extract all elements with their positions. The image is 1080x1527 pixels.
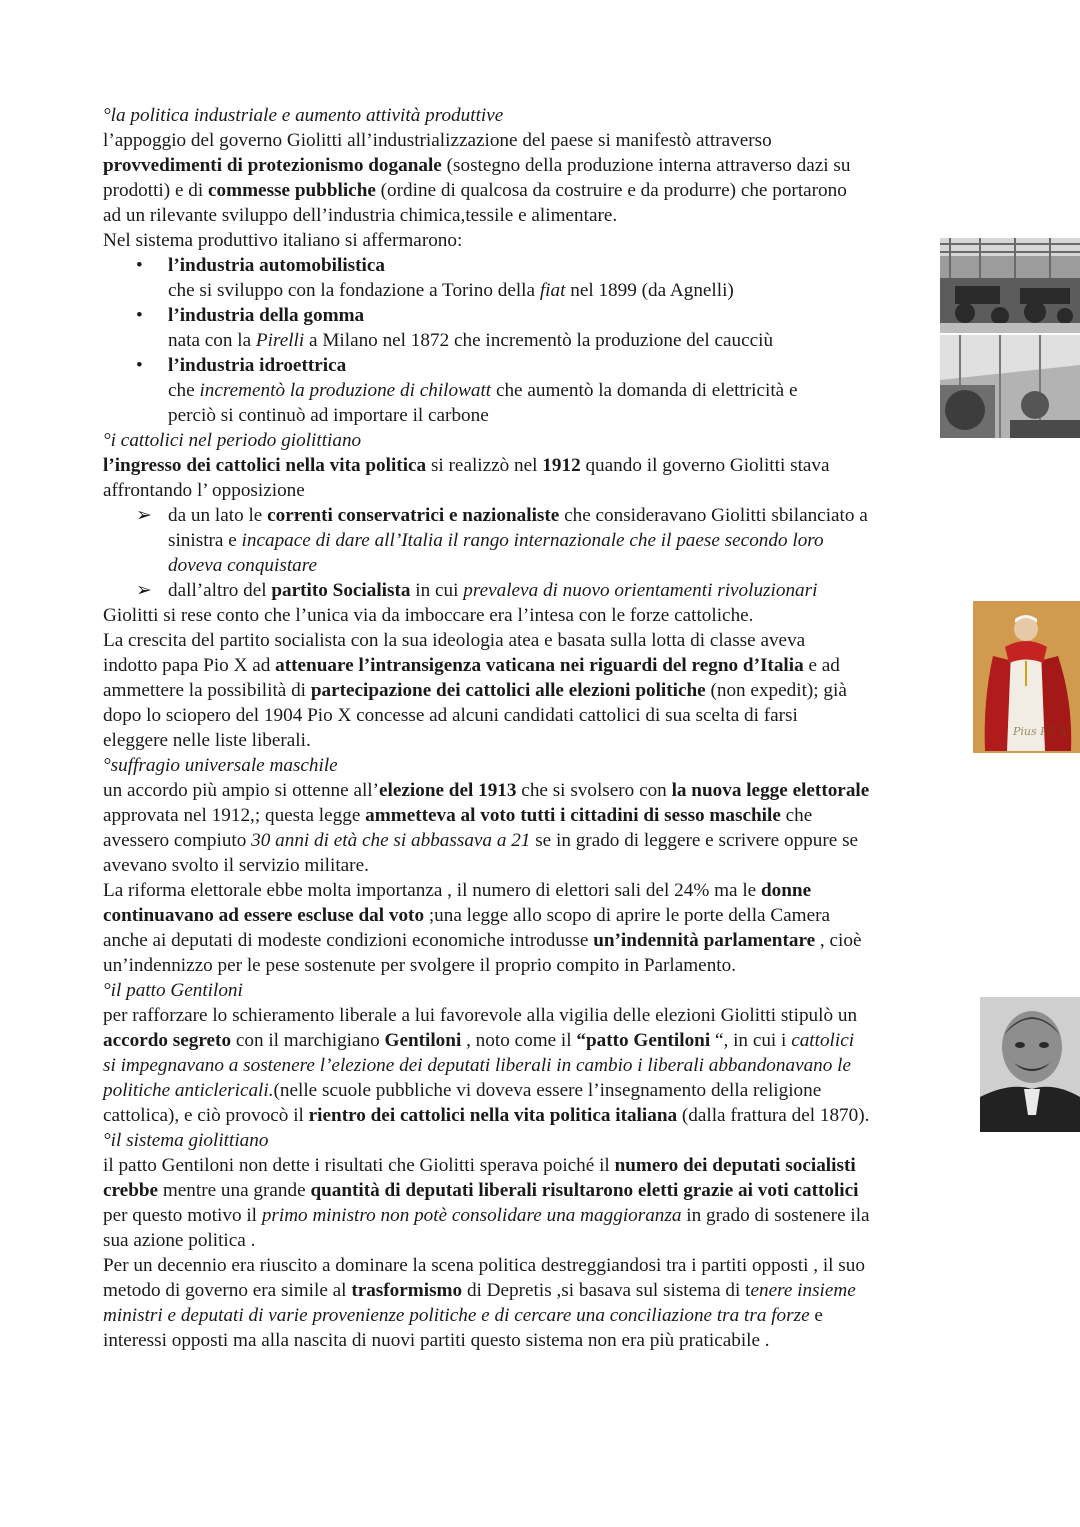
text-span: di Depretis ,si basava sul sistema di t — [462, 1280, 751, 1301]
bold-text: numero dei deputati socialisti — [614, 1155, 856, 1176]
arrow-item-socialists — [103, 578, 983, 603]
bold-text: l’industria idroettrica — [168, 355, 347, 376]
text-span: che si sviluppo con la fondazione a Torino della — [168, 280, 540, 301]
text-span: indotto papa Pio X ad — [103, 655, 276, 676]
text-span: che consideravano Giolitti sbilanciato a — [559, 505, 868, 526]
paragraph-line: un’indennizzo per le pese sostenute per svolgere il proprio compito in Parlamento. — [103, 955, 737, 976]
text-span: in cui — [410, 580, 464, 601]
bold-text: “patto Gentiloni — [576, 1030, 711, 1051]
arrow-bullet-icon: ➢ — [136, 505, 153, 526]
paragraph-line: eleggere nelle liste liberali. — [103, 730, 311, 751]
section-heading-gentiloni-pact: °il patto Gentiloni — [103, 980, 243, 1001]
text-span: prodotti) e di — [103, 180, 208, 201]
text-span: si realizzò nel — [426, 455, 543, 476]
paragraph-line: Giolitti si rese conto che l’unica via da imboccare era l’intesa con le forze cattoliche. — [103, 605, 754, 626]
text-span: nel 1899 (da Agnelli) — [565, 280, 734, 301]
text-span: avessero compiuto — [103, 830, 252, 851]
paragraph-line — [103, 878, 983, 903]
document-body — [103, 103, 983, 1353]
paragraph-line — [103, 1028, 983, 1053]
bold-text: 1912 — [542, 455, 581, 476]
paragraph-line: Per un decennio era riuscito a dominare la scena politica destreggiandosi tra i partiti opposti , il suo — [103, 1255, 865, 1276]
text-span: che — [168, 380, 200, 401]
text-span: dall’altro del — [168, 580, 272, 601]
paragraph-line: interessi opposti ma alla nascita di nuovi partiti questo sistema non era più praticabile . — [103, 1330, 770, 1351]
arrow-item-continuation — [103, 553, 983, 578]
italic-text: primo ministro non potè consolidare una maggioranza — [261, 1205, 682, 1226]
text-span: nata con la — [168, 330, 256, 351]
paragraph-line — [103, 1078, 983, 1103]
bullet-icon: • — [136, 255, 143, 276]
paragraph-line — [103, 828, 983, 853]
paragraph-line — [103, 1303, 983, 1328]
section-heading-catholics: °i cattolici nel periodo giolittiano — [103, 430, 362, 451]
paragraph-line: affrontando l’ opposizione — [103, 480, 305, 501]
italic-text: cattolici — [791, 1030, 855, 1051]
bold-text: attenuare l’intransigenza vaticana nei riguardi del regno d’Italia — [275, 655, 804, 676]
italic-text: politiche anticlericali. — [103, 1080, 274, 1101]
section-heading-industrial-policy: °la politica industriale e aumento attività produttive — [103, 105, 504, 126]
paragraph-line — [103, 1178, 983, 1203]
bold-text: quantità di deputati liberali risultarono eletti grazie ai voti cattolici — [310, 1180, 859, 1201]
text-span: con il marchigiano — [231, 1030, 385, 1051]
paragraph-line — [103, 1278, 983, 1303]
list-item-hydroelectric — [103, 353, 983, 378]
bold-text: commesse pubbliche — [207, 180, 376, 201]
gentiloni-portrait-drawing — [980, 997, 1080, 1132]
pope-signature: Pius PP. X — [1013, 725, 1068, 738]
paragraph-line — [103, 778, 983, 803]
bold-text: crebbe — [103, 1180, 159, 1201]
text-span: cattolica), e ciò provocò il — [103, 1105, 309, 1126]
paragraph-line: per rafforzare lo schieramento liberale a lui favorevole alla vigilia delle elezioni Giolitti stipulò un — [103, 1005, 858, 1026]
bold-text: l’industria automobilistica — [168, 255, 385, 276]
text-span: (nelle scuole pubbliche vi doveva essere l’insegnamento della religione — [273, 1080, 822, 1101]
italic-text: 30 anni di età che si abbassava a 21 — [251, 830, 531, 851]
italic-text: ministri e deputati di varie provenienze politiche e di cercare una conciliazione tra tra forze — [103, 1305, 810, 1326]
paragraph-line — [103, 153, 983, 178]
paragraph-line — [103, 928, 983, 953]
paragraph-line — [103, 1203, 983, 1228]
bold-text: partecipazione dei cattolici alle elezioni politiche — [310, 680, 706, 701]
bold-text: elezione del 1913 — [379, 780, 517, 801]
text-span: un accordo più ampio si ottenne all’ — [103, 780, 380, 801]
bold-text: un’indennità parlamentare — [593, 930, 816, 951]
text-span: anche ai deputati di modeste condizioni economiche introdusse — [103, 930, 594, 951]
list-item-description: perciò si continuò ad importare il carbone — [168, 405, 489, 426]
text-span: che — [780, 805, 813, 826]
text-span: (non expedit); già — [705, 680, 847, 701]
text-span: in grado di sostenere ila — [681, 1205, 870, 1226]
text-span: che si svolsero con — [516, 780, 672, 801]
text-span: e ad — [803, 655, 840, 676]
italic-text: doveva conquistare — [168, 555, 318, 576]
bold-text: Gentiloni — [384, 1030, 462, 1051]
pope-pius-x-portrait — [973, 601, 1080, 753]
list-item-rubber — [103, 303, 983, 328]
bold-text: l’ingresso dei cattolici nella vita politica — [103, 455, 427, 476]
text-span: (ordine di qualcosa da costruire e da produrre) che portarono — [375, 180, 847, 201]
paragraph-line — [103, 903, 983, 928]
paragraph-line — [103, 1103, 983, 1128]
bold-text: l’industria della gomma — [168, 305, 365, 326]
italic-text: incrementò la produzione di chilowatt — [199, 380, 492, 401]
paragraph-line: dopo lo sciopero del 1904 Pio X concesse ad alcuni candidati cattolici di sua scelta di farsi — [103, 705, 798, 726]
paragraph-line — [103, 653, 983, 678]
bold-text: donne — [761, 880, 812, 901]
text-span: , noto come il — [461, 1030, 577, 1051]
italic-text: prevaleva di nuovo orientamenti rivoluzionari — [463, 580, 818, 601]
gentiloni-portrait — [980, 997, 1080, 1132]
text-span: “, in cui i — [710, 1030, 792, 1051]
list-item-automotive — [103, 253, 983, 278]
paragraph-line: ad un rilevante sviluppo dell’industria chimica,tessile e alimentare. — [103, 205, 618, 226]
text-span: approvata nel 1912,; questa legge — [103, 805, 366, 826]
text-span: che aumentò la domanda di elettricità e — [491, 380, 798, 401]
text-span: da un lato le — [168, 505, 268, 526]
text-span: il patto Gentiloni non dette i risultati che Giolitti sperava poiché il — [103, 1155, 615, 1176]
text-span: (dalla frattura del 1870). — [677, 1105, 870, 1126]
italic-text: Pirelli — [255, 330, 305, 351]
list-item-description — [103, 378, 983, 403]
arrow-bullet-icon: ➢ — [136, 580, 153, 601]
paragraph-line — [103, 1153, 983, 1178]
bold-text: la nuova legge elettorale — [671, 780, 870, 801]
text-span: ammettere la possibilità di — [103, 680, 311, 701]
bold-text: provvedimenti di protezionismo doganale — [103, 155, 442, 176]
arrow-item-continuation — [103, 528, 983, 553]
text-span: , cioè — [815, 930, 862, 951]
text-span: per questo motivo il — [103, 1205, 262, 1226]
bold-text: correnti conservatrici e nazionaliste — [267, 505, 560, 526]
text-span: ;una legge allo scopo di aprire le porte della Camera — [424, 905, 831, 926]
paragraph-line — [103, 678, 983, 703]
bold-text: rientro dei cattolici nella vita politica italiana — [308, 1105, 678, 1126]
bold-text: trasformismo — [351, 1280, 463, 1301]
text-span: La riforma elettorale ebbe molta importanza , il numero di elettori sali del 24% ma le — [103, 880, 761, 901]
bold-text: partito Socialista — [271, 580, 411, 601]
italic-text: fiat — [539, 280, 566, 301]
bullet-icon: • — [136, 305, 143, 326]
paragraph-line: l’appoggio del governo Giolitti all’industrializzazione del paese si manifestò attraverso — [103, 130, 772, 151]
bold-text: continuavano ad essere escluse dal voto — [103, 905, 425, 926]
paragraph-line: avevano svolto il servizio militare. — [103, 855, 369, 876]
paragraph-line — [103, 803, 983, 828]
text-span: metodo di governo era simile al — [103, 1280, 352, 1301]
bullet-icon: • — [136, 355, 143, 376]
text-span: sinistra e — [168, 530, 242, 551]
list-item-description — [103, 278, 983, 303]
list-item-description — [103, 328, 983, 353]
arrow-item-conservatives — [103, 503, 983, 528]
text-span: quando il governo Giolitti stava — [580, 455, 830, 476]
bold-text: ammetteva al voto tutti i cittadini di sesso maschile — [365, 805, 781, 826]
text-span: (sostegno della produzione interna attraverso dazi su — [441, 155, 851, 176]
bold-text: accordo segreto — [103, 1030, 232, 1051]
italic-text: enere insieme — [750, 1280, 856, 1301]
text-span: a Milano nel 1872 che incrementò la produzione del caucciù — [304, 330, 774, 351]
section-heading-suffrage: °suffragio universale maschile — [103, 755, 338, 776]
text-span: se in grado di leggere e scrivere oppure se — [530, 830, 859, 851]
paragraph-line — [103, 1053, 983, 1078]
italic-text: incapace di dare all’Italia il rango internazionale che il paese secondo loro — [241, 530, 824, 551]
text-span: mentre una grande — [158, 1180, 311, 1201]
paragraph-line: La crescita del partito socialista con la sua ideologia atea e basata sulla lotta di classe aveva — [103, 630, 806, 651]
text-span: e — [809, 1305, 823, 1326]
paragraph-line: Nel sistema produttivo italiano si affermarono: — [103, 230, 463, 251]
section-heading-giolittian-system: °il sistema giolittiano — [103, 1130, 269, 1151]
paragraph-line — [103, 453, 983, 478]
italic-text: si impegnavano a sostenere l’elezione dei deputati liberali in cambio i liberali abbandonavano le — [103, 1055, 852, 1076]
paragraph-line: sua azione politica . — [103, 1230, 256, 1251]
paragraph-line — [103, 178, 983, 203]
